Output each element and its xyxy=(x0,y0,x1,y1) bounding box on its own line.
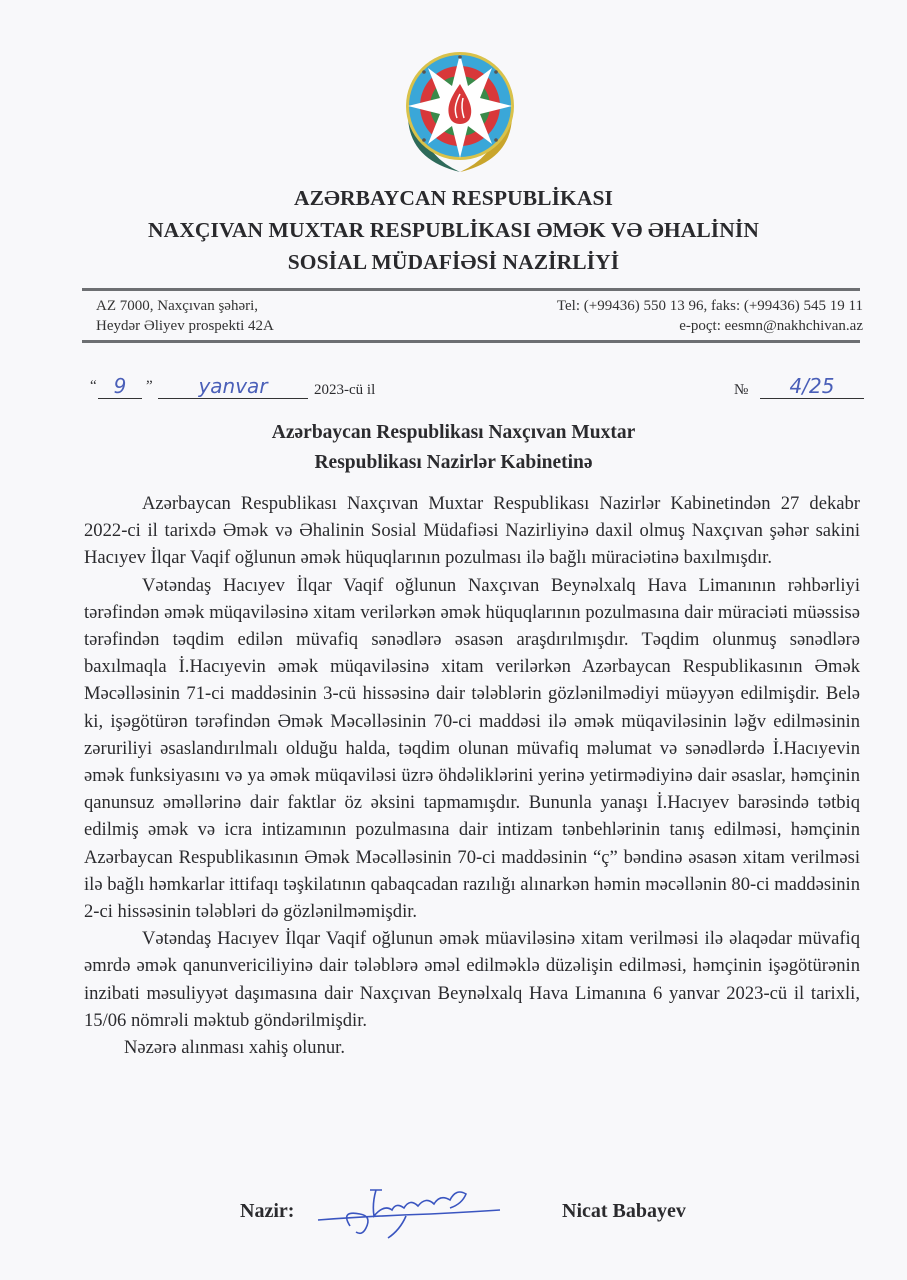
paragraph-4: Nəzərə alınması xahiş olunur. xyxy=(124,1037,345,1059)
address-line-2: Heydər Əliyev prospekti 42A xyxy=(96,318,274,334)
date-year: 2023-cü il xyxy=(314,382,376,398)
signatory-title: Nazir: xyxy=(240,1200,295,1222)
close-quote: ” xyxy=(146,378,153,394)
phone-fax: Tel: (+99436) 550 13 96, faks: (+99436) 545 19 11 xyxy=(556,298,863,314)
letter-body xyxy=(84,490,860,1061)
paragraph-1: Azərbaycan Respublikası Naxçıvan Muxtar Respublikası Nazirlər Kabinetindən 27 dekabr 2022-ci il tarixdə Əmək və Əhalinin Sosial Müdafiəsi Nazirliyinə daxil olmuş Naxçıvan şəhər sakini Hacıyev İlqar Vaqif oğlunun əmək hüquqlarının pozulması ilə bağlı müraciətinə baxılmışdır. xyxy=(84,493,860,569)
header-rule-top xyxy=(82,288,860,291)
contact-info xyxy=(557,296,863,336)
addressee xyxy=(0,418,907,478)
azerbaijan-coat-of-arms-icon xyxy=(400,48,520,176)
org-title-line-3: SOSİAL MÜDAFİƏSİ NAZİRLİYİ xyxy=(287,250,620,274)
email: e-poçt: eesmn@nakhchivan.az xyxy=(679,318,863,334)
date-day: 9 xyxy=(98,374,142,399)
paragraph-2: Vətəndaş Hacıyev İlqar Vaqif oğlunun Naxçıvan Beynəlxalq Hava Limanının rəhbərliyi tərəfindən əmək müqaviləsinə xitam verilərkən əmək hüquqlarının pozulmasına dair müraciəti müəssisə tərəfindən təqdim edilən müvafiq sənədlərə əsasən araşdırılmışdır. Təqdim olunmuş sənədlərə baxılmaqla İ.Hacıyevin əmək müqaviləsinə xitam verilərkən Azərbaycan Respublikasının Əmək Məcəlləsinin 71-ci maddəsinin 3-cü hissəsinə dair tələblərin gözlənilmədiyi müəyyən edilmişdir. Belə ki, işəgötürən tərəfindən Əmək Məcəlləsinin 70-ci maddəsi ilə əmək müqaviləsinin ləğv edilməsinin zəruriliyi əsaslandırılmalı olduğu halda, təqdim olunan müvafiq məlumat və sənədlərdə İ.Hacıyevin əmək funksiyasını və ya əmək müqaviləsi üzrə öhdəliklərini yerinə yetirmədiyinə dair əsaslar, həmçinin qanunsuz əməllərinə dair faktlar öz əksini tapmamışdır. Bununla yanaşı İ.Hacıyev barəsində tətbiq edilmiş əmək və icra intizamının pozulmasına dair intizam tənbehlərinin tanış edilməsi, həmçinin Azərbaycan Respublikasının Əmək Məcəlləsinin 70-ci maddəsinin “ç” bəndinə əsasən xitam verilməsi ilə bağlı həmkarlar ittifaqı təşkilatının qabaqcadan razılığı alınarkən həmin məcəllənin 80-ci maddəsinin 2-ci hissəsinin tələbləri də gözlənilməmişdir. xyxy=(84,574,861,923)
address-line-1: AZ 7000, Naxçıvan şəhəri, xyxy=(96,298,259,314)
addressee-line-2: Respublikası Nazirlər Kabinetinə xyxy=(314,452,593,473)
document-number: 4/25 xyxy=(760,374,864,399)
header-rule-bottom xyxy=(82,340,860,343)
number-label: № xyxy=(734,382,749,398)
org-title-line-1: AZƏRBAYCAN RESPUBLİKASI xyxy=(293,186,614,210)
signatory-name: Nicat Babayev xyxy=(562,1200,686,1222)
open-quote: “ xyxy=(90,378,97,394)
date-number-row xyxy=(84,374,864,408)
org-title-line-2: NAXÇIVAN MUXTAR RESPUBLİKASI ƏMƏK VƏ ƏHALİNİN xyxy=(148,218,759,242)
addressee-line-1: Azərbaycan Respublikası Naxçıvan Muxtar xyxy=(271,422,636,443)
paragraph-3: Vətəndaş Hacıyev İlqar Vaqif oğlunun əmək müaviləsinə xitam verilməsi ilə əlaqədar müvafiq əmrdə əmək qanunvericiliyinə dair tələblərə əməl edilməklə düzəlişin edilməsi, həmçinin işəgötürənin inzibati məsuliyyət daşımasına dair Naxçıvan Beynəlxalq Hava Limanına 6 yanvar 2023-cü il tarixli, 15/06 nömrəli məktub göndərilmişdir. xyxy=(84,928,860,1031)
handwritten-signature-icon xyxy=(310,1180,510,1240)
postal-address xyxy=(96,296,274,336)
date-month: yanvar xyxy=(158,374,308,399)
signature-block xyxy=(240,1188,740,1238)
